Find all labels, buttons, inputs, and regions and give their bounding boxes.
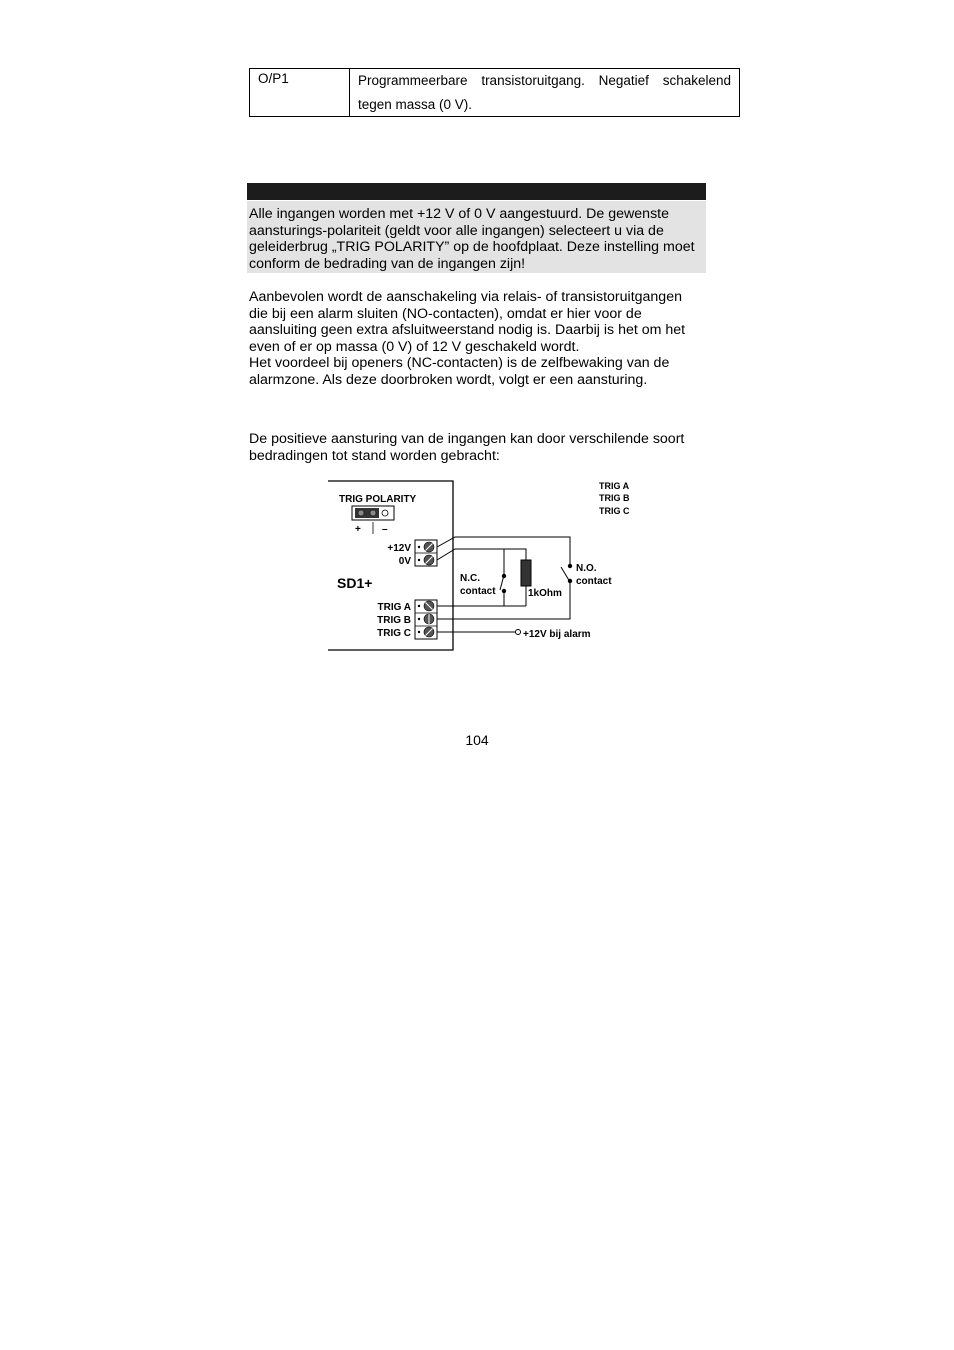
highlight-text [249,206,709,272]
body-paragraph [249,289,709,389]
alarm-terminal [516,630,521,635]
paragraph-line: Aanbevolen wordt de aanschakeling via relais- of transistoruitgangen [249,289,682,305]
paragraph-line: die bij een alarm sluiten (NO-contacten), omdat er hier voor de [249,305,642,322]
no-label: N.O. [576,563,597,574]
paragraph-line: alarmzone. Als deze doorbroken wordt, volgt er een aansturing. [249,371,648,388]
device-label: SD1+ [337,575,373,591]
nc-label: N.C. [460,573,480,584]
body-paragraph [249,431,709,464]
legend-trig-b: TRIG B [599,493,630,503]
paragraph-line: De positieve aansturing van de ingangen kan door verschilende soort [249,431,685,447]
no-contact-dot [568,579,572,583]
plus-label: + [355,524,361,535]
no-contact-dot [568,564,572,568]
nc-contact-label: contact [460,586,496,597]
table-description-line: tegen massa (0 V). [358,97,473,112]
highlight-line: Alle ingangen worden met +12 V of 0 V aangestuurd. De gewenste [249,206,669,222]
resistor-label: 1kOhm [528,588,562,599]
table-label: O/P1 [258,71,289,86]
jumper-pin [370,510,376,516]
highlight-line: conform de bedrading van de ingangen zijn! [249,255,526,272]
nc-contact-dot [502,589,506,593]
zero-v-label: 0V [398,556,411,567]
no-contact-label: contact [576,576,612,587]
minus-label: – [382,524,388,535]
nc-contact-dot [502,574,506,578]
table-label-cell [250,69,350,116]
alarm-label: +12V bij alarm [523,629,591,640]
jumper-pin [358,510,364,516]
paragraph-line: even of er op massa (0 V) of 12 V geschakeld wordt. [249,338,580,355]
table-description-cell [358,69,731,117]
trig-c-label: TRIG C [377,628,411,639]
highlight-line: geleiderbrug „TRIG POLARITY” op de hoofdplaat. Deze instelling moet [249,239,695,256]
paragraph-line: aansluiting geen extra afsluitweerstand nodig is. Daarbij is het om het [249,322,686,339]
legend-trig-c: TRIG C [599,506,630,516]
trig-polarity-label: TRIG POLARITY [339,494,417,505]
plus12v-label: +12V [387,543,411,554]
jumper-pin [382,510,388,516]
page-number: 104 [465,732,489,748]
section-header-bar [247,183,706,200]
wiring-lines [437,537,570,632]
wiring-diagram [320,470,650,660]
trig-a-label: TRIG A [377,602,411,613]
table-description-line: Programmeerbare transistoruitgang. Negatief schakelend [358,73,731,88]
trig-b-label: TRIG B [377,615,411,626]
output-table [249,68,740,117]
paragraph-line: Het voordeel bij openers (NC-contacten) is de zelfbewaking van de [249,355,670,372]
legend-trig-a: TRIG A [599,481,630,491]
highlight-line: aansturings-polariteit (geldt voor alle ingangen) selecteert u via de [249,222,664,239]
paragraph-line: bedradingen tot stand worden gebracht: [249,447,500,464]
resistor-symbol [521,560,531,586]
